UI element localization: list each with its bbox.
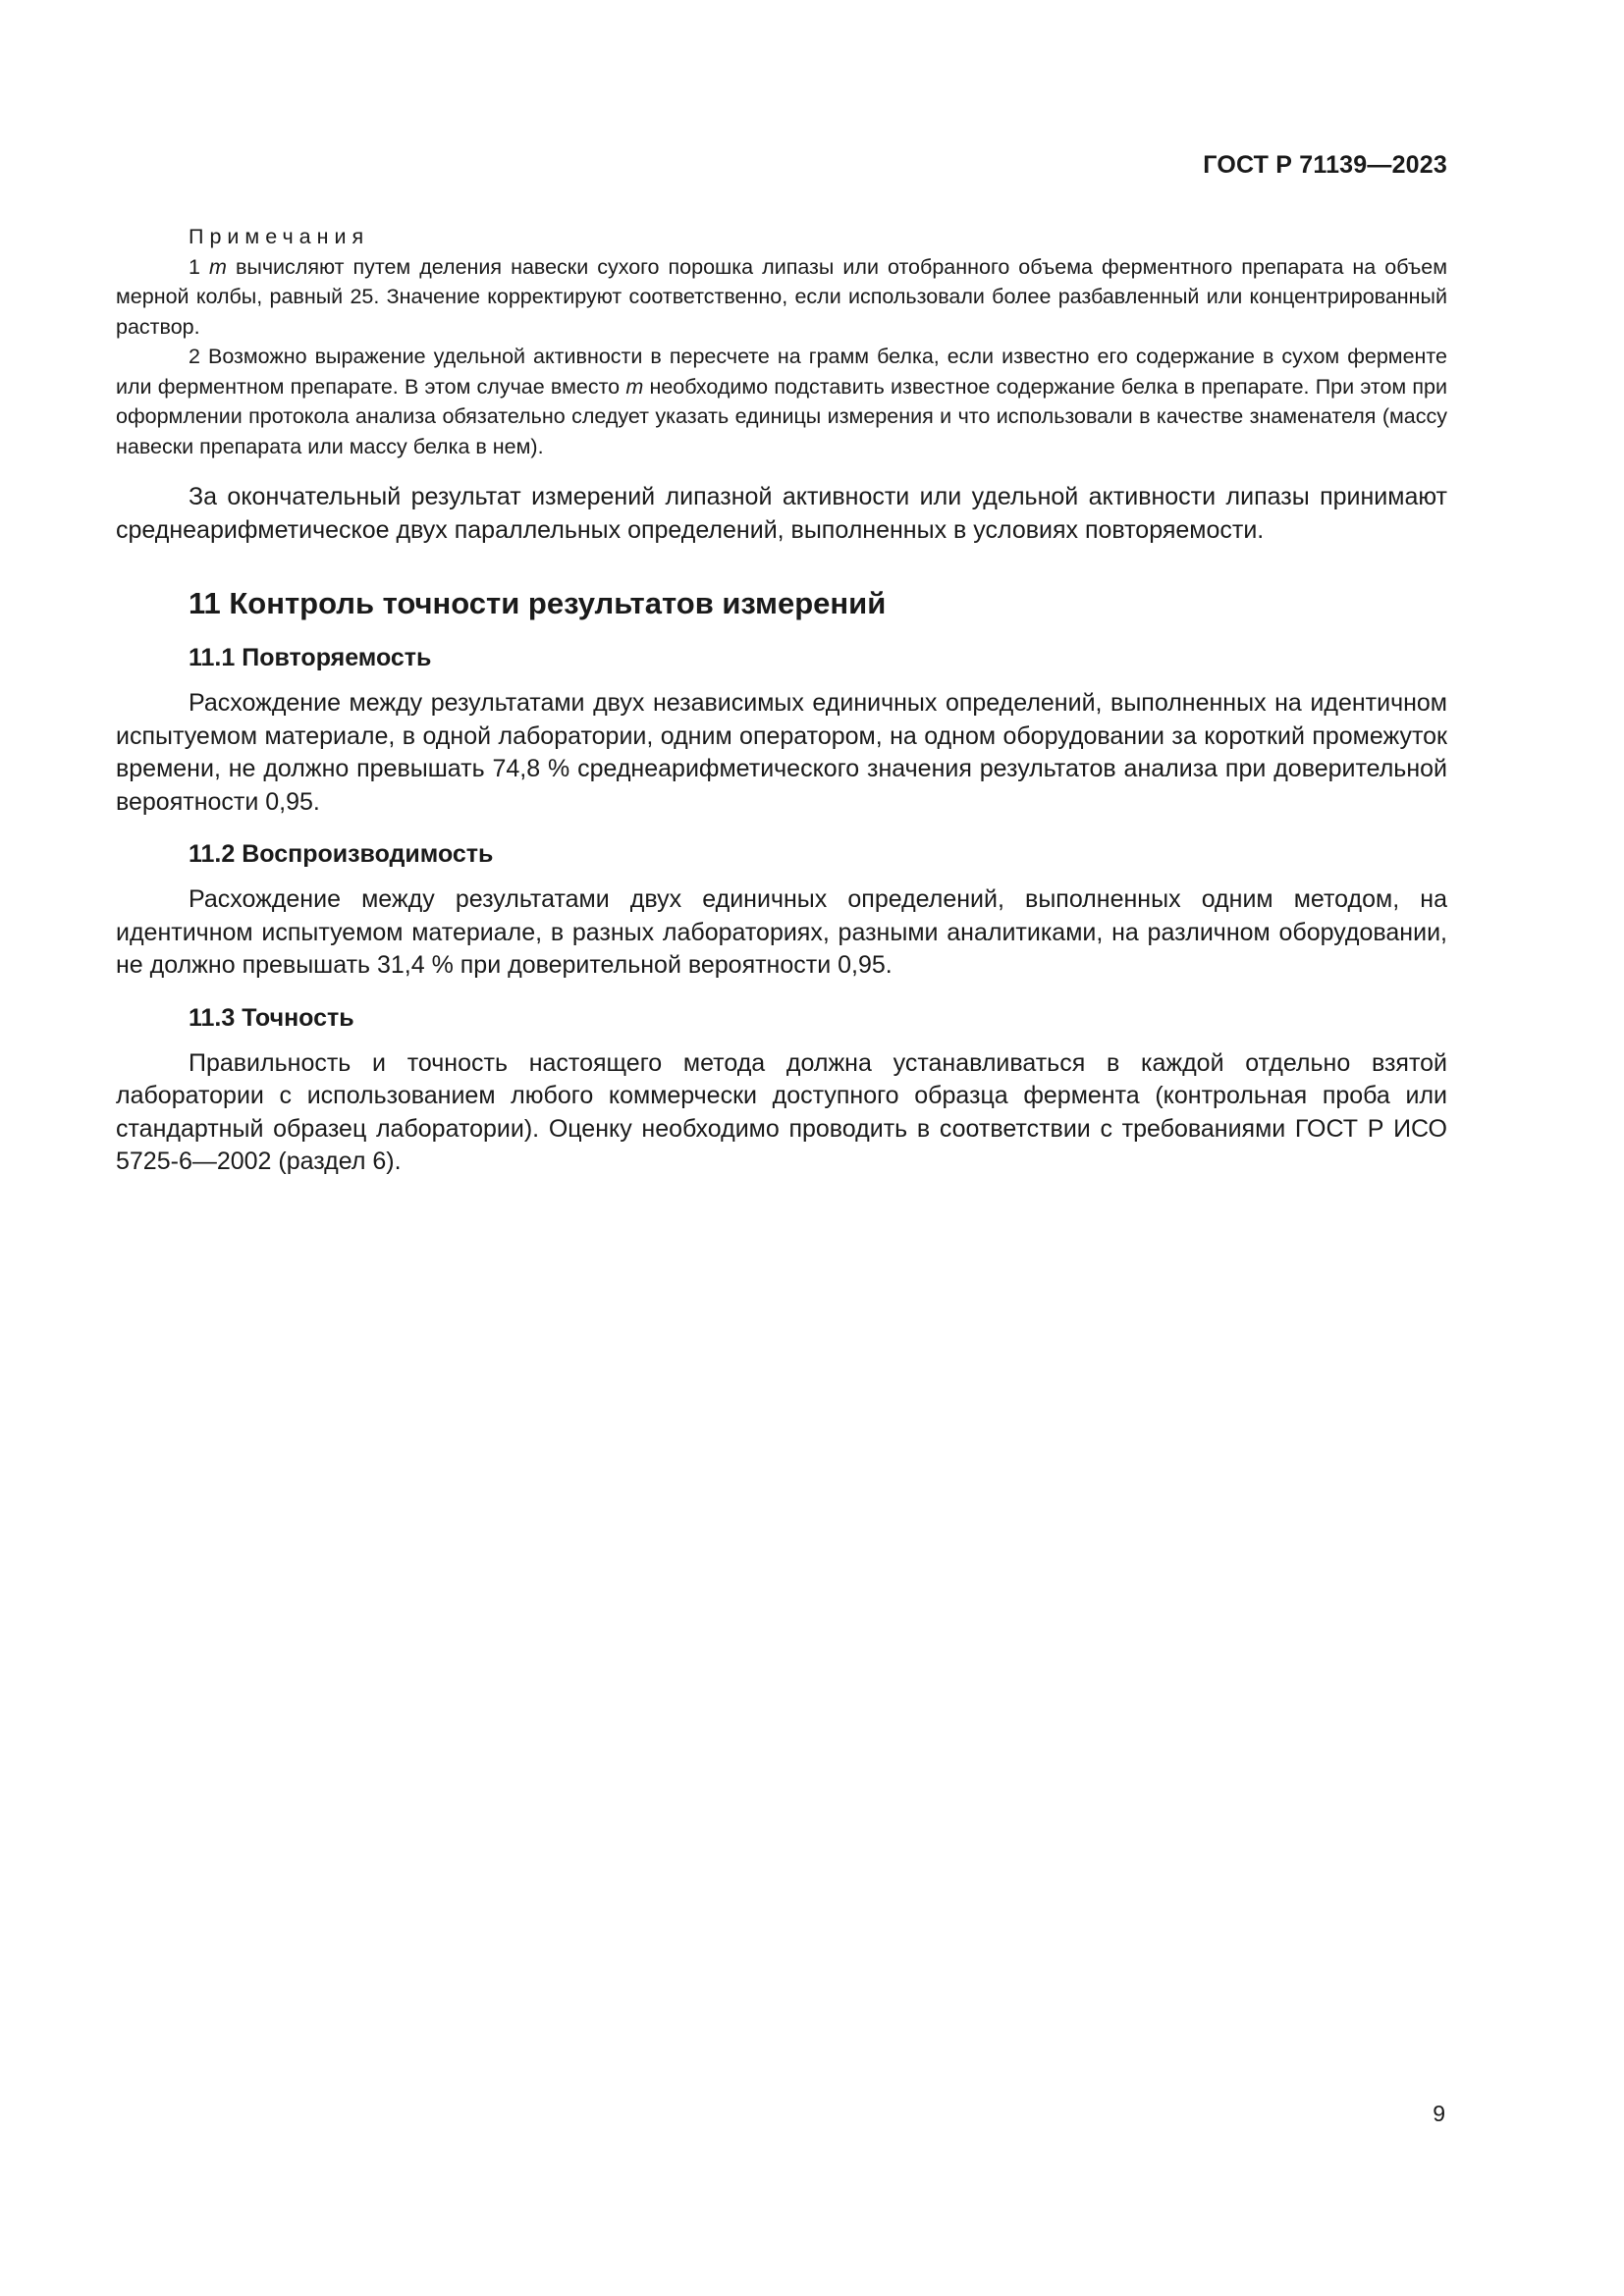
note-1 — [116, 252, 1447, 343]
note-1-text: вычисляют путем деления навески сухого порошка липазы или отобранного объема ферментного препарата на объем мерной колбы, равный 25. Значение корректируют соответственно, если использовали более разбавленный или концентрированный раствор. — [116, 254, 1447, 339]
notes-block — [116, 222, 1447, 461]
note-1-number: 1 — [189, 254, 200, 279]
subsection-11-1-text: Расхождение между результатами двух независимых единичных определений, выполненных на идентичном испытуемом материале, в одной лаборатории, одним оператором, на одном оборудовании за короткий промежуток времени, не должно превышать 74,8 % среднеарифметического значения результатов анализа при доверительной вероятности 0,95. — [116, 689, 1447, 816]
subsection-11-2-text: Расхождение между результатами двух единичных определений, выполненных одним методом, на идентичном испытуемом материале, в разных лабораториях, разными аналитиками, на различном оборудовании, не должно превышать 31,4 % при доверительной вероятности 0,95. — [116, 885, 1447, 979]
document-id-header: ГОСТ Р 71139—2023 — [1203, 151, 1447, 179]
subsection-11-3-heading: 11.3 Точность — [189, 1003, 354, 1032]
note-2-text-start: 2 Возможно выражение удельной активности в пересчете на грамм белка, если известно его содержание в сухом ферменте или ферментном препарате. В этом случае вместо — [116, 345, 1447, 399]
note-2-text-end: необходимо подставить известное содержание белка в препарате. При этом при оформлении протокола анализа обязательно следует указать единицы измерения и что использовали в качестве знаменателя (массу навески препарата или массу белка в нем). — [116, 374, 1447, 458]
note-1-variable: m — [209, 254, 227, 279]
subsection-11-2-heading: 11.2 Воспроизводимость — [189, 840, 494, 868]
subsection-11-1-heading: 11.1 Повторяемость — [189, 644, 432, 671]
page-content — [116, 222, 1447, 1179]
section-11-heading: 11 Контроль точности результатов измерений — [189, 586, 887, 620]
note-2 — [116, 342, 1447, 461]
page-number: 9 — [1433, 2101, 1445, 2126]
final-result-paragraph: За окончательный результат измерений липазной активности или удельной активности липазы принимают среднеарифметическое двух параллельных определений, выполненных в условиях повторяемости. — [116, 483, 1447, 544]
notes-title: Примечания — [189, 225, 370, 248]
note-2-variable: m — [625, 374, 644, 399]
subsection-11-3-text: Правильность и точность настоящего метода должна устанавливаться в каждой отдельно взятой лаборатории с использованием любого коммерчески доступного образца фермента (контрольная проба или стандартный образец лаборатории). Оценку необходимо проводить в соответствии с требованиями ГОСТ Р ИСО 5725-6—2002 (раздел 6). — [116, 1048, 1447, 1175]
